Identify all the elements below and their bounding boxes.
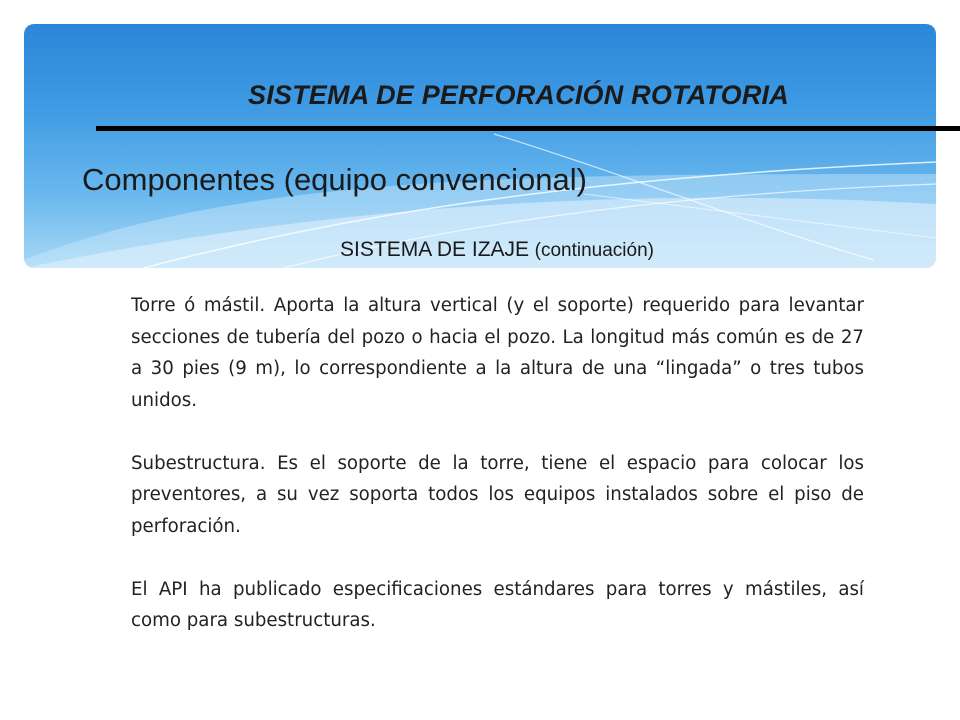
body-text (131, 290, 864, 668)
paragraph-subestructura: Subestructura. Es el soporte de la torre, tiene el espacio para colocar los preventores, a su vez soporta todos los equipos instalados sobre el piso de perforación. (131, 452, 864, 537)
slide-title: SISTEMA DE PERFORACIÓN ROTATORIA (248, 80, 789, 110)
section-heading (0, 238, 960, 262)
header-wave-decoration (24, 24, 936, 268)
section-heading-continuation: (continuación) (534, 240, 654, 261)
slide-subtitle: Componentes (equipo convencional) (82, 162, 587, 197)
title-underline (96, 126, 960, 131)
section-heading-main: SISTEMA DE IZAJE (340, 238, 530, 261)
paragraph-torre: Torre ó mástil. Aporta la altura vertical (y el soporte) requerido para levantar secciones de tubería del pozo o hacia el pozo. La longitud más común es de 27 a 30 pies (9 m), lo correspondiente a la altura de una “lingada” o tres tubos unidos. (131, 295, 864, 411)
header-band (24, 24, 936, 268)
paragraph-api: El API ha publicado especificaciones estándares para torres y mástiles, así como para subestructuras. (131, 578, 864, 631)
